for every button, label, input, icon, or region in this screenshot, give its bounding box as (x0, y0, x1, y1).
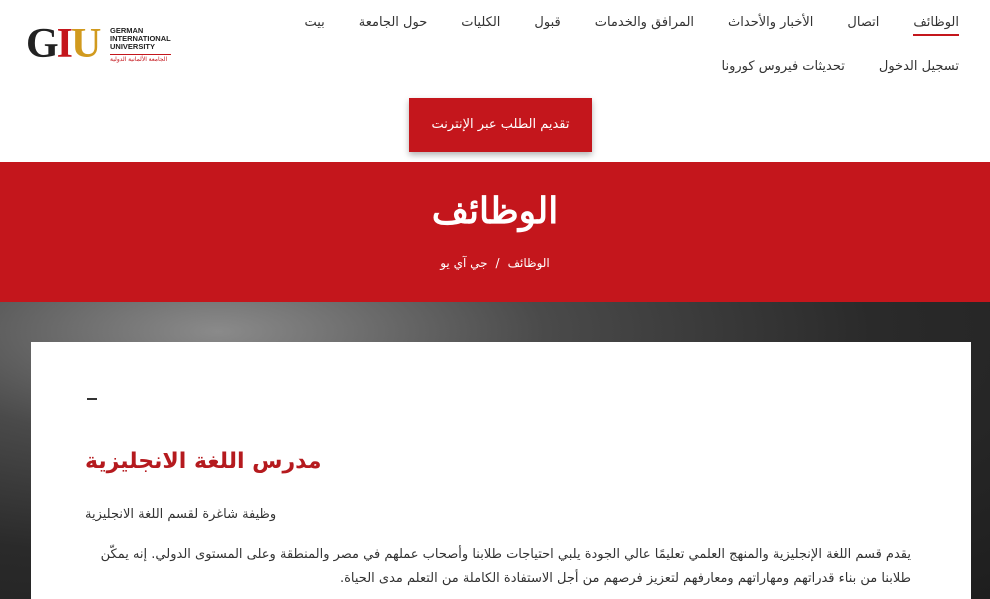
nav-item-facilities-services[interactable]: المرافق والخدمات (594, 15, 695, 30)
nav-item-login[interactable]: تسجيل الدخول (878, 59, 959, 74)
content-card (31, 342, 971, 599)
breadcrumb-careers[interactable]: الوظائف (507, 256, 550, 270)
page-title: الوظائف (431, 190, 559, 232)
logo-wordmark: GERMAN INTERNATIONAL UNIVERSITY الجامعة الألمانية الدولية (110, 26, 171, 63)
site-header (0, 0, 990, 162)
breadcrumb (0, 256, 990, 270)
nav-item-contact[interactable]: اتصال (847, 15, 880, 30)
nav-item-corona-updates[interactable]: تحديثات فيروس كورونا (721, 59, 845, 74)
nav-item-careers[interactable]: الوظائف (913, 14, 959, 36)
logo-mark: GIU (26, 21, 100, 67)
job-subtitle: وظيفة شاغرة لقسم اللغة الانجليزية (85, 507, 277, 522)
apply-online-button[interactable]: تقديم الطلب عبر الإنترنت (409, 98, 592, 152)
job-title: مدرس اللغة الانجليزية (85, 449, 322, 474)
nav-item-faculties[interactable]: الكليات (461, 15, 501, 30)
secondary-nav (705, 58, 976, 80)
nav-item-home[interactable]: بيت (304, 15, 325, 30)
main-nav (287, 14, 976, 36)
breadcrumb-separator: / (495, 256, 500, 270)
job-description: يقدم قسم اللغة الإنجليزية والمنهج العلمي تعليمًا عالي الجودة يلبي احتياجات طلابنا وأصحاب عملهم في مصر والمنطقة وعلى المستوى الدولي. إنه يمكّن طلابنا من بناء قدراتهم ومهاراتهم ومعارفهم لتعزيز فرصهم من أجل الاستفادة الكاملة من التعلم مدى الحياة. (100, 547, 911, 586)
breadcrumb-giu[interactable]: جي آي يو (440, 256, 488, 270)
nav-item-admission[interactable]: قبول (534, 15, 561, 30)
page-banner (0, 162, 990, 302)
divider-dash (87, 398, 97, 400)
nav-item-news-events[interactable]: الأخبار والأحداث (728, 15, 814, 30)
giu-logo[interactable] (26, 21, 186, 67)
nav-item-about[interactable]: حول الجامعة (358, 15, 428, 30)
